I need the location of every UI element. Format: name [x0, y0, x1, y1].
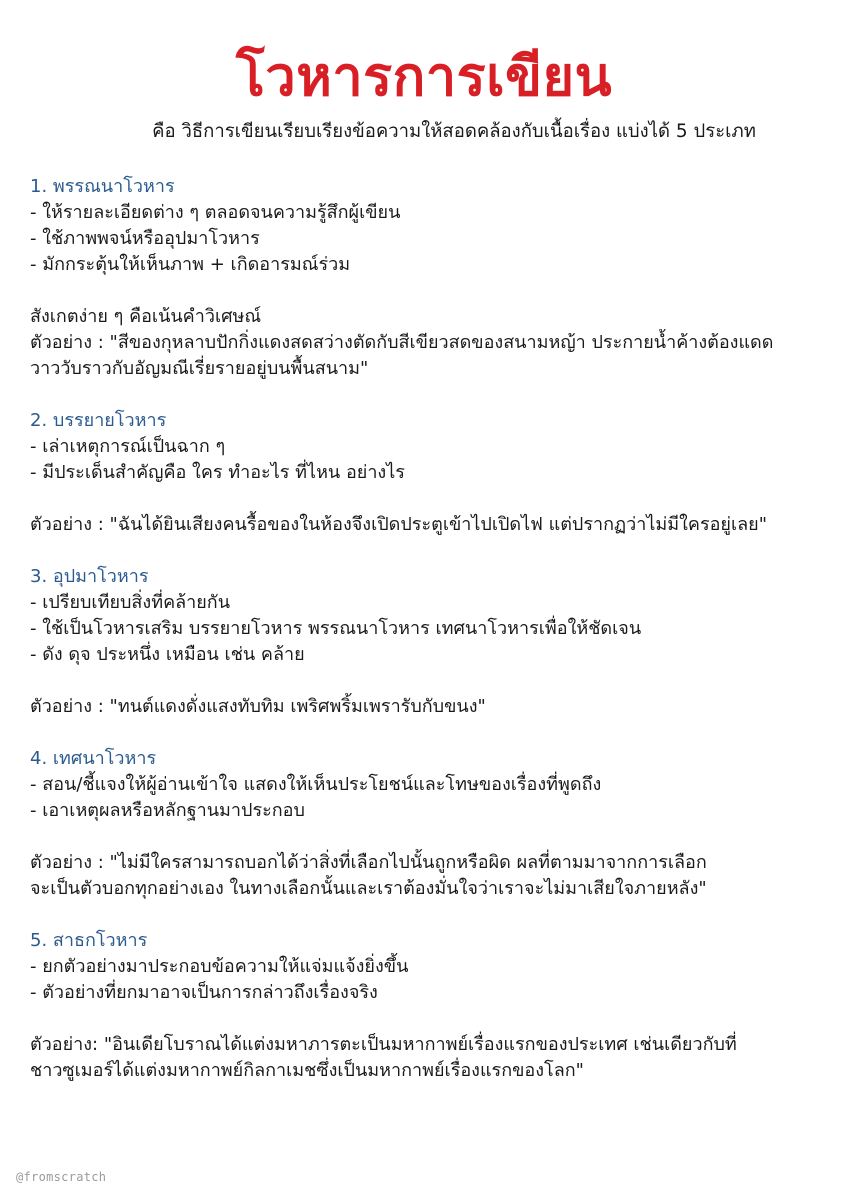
section-point: - เอาเหตุผลหรือหลักฐานมาประกอบ — [30, 800, 305, 821]
example-line: ตัวอย่าง : "ไม่มีใครสามารถบอกได้ว่าสิ่งที่เลือกไปนั้นถูกหรือผิด ผลที่ตามมาจากการเลือก — [30, 852, 707, 873]
section-descriptive — [30, 174, 830, 382]
example-line: จะเป็นตัวบอกทุกอย่างเอง ในทางเลือกนั้นและเราต้องมั่นใจว่าเราจะไม่มาเสียใจภายหลัง" — [30, 878, 707, 899]
section-point: - ดัง ดุจ ประหนึ่ง เหมือน เช่น คล้าย — [30, 644, 305, 665]
example-line: วาววับราวกับอัญมณีเรี่ยรายอยู่บนพื้นสนาม" — [30, 358, 369, 379]
content-body — [30, 174, 830, 1084]
section-point: - ใช้เป็นโวหารเสริม บรรยายโวหาร พรรณนาโวหาร เทศนาโวหารเพื่อให้ชัดเจน — [30, 618, 642, 639]
section-heading: 2. บรรยายโวหาร — [30, 410, 167, 431]
page-title: โวหารการเขียน — [235, 45, 613, 108]
section-heading: 3. อุปมาโวหาร — [30, 566, 149, 587]
section-point: - สอน/ชี้แจงให้ผู้อ่านเข้าใจ แสดงให้เห็นประโยชน์และโทษของเรื่องที่พูดถึง — [30, 774, 602, 795]
section-heading: 1. พรรณนาโวหาร — [30, 176, 175, 197]
example-line: ตัวอย่าง : "สีของกุหลาบปักกิ่งแดงสดสว่างตัดกับสีเขียวสดของสนามหญ้า ประกายน้ำค้างต้องแดด — [30, 332, 774, 353]
section-point: - ให้รายละเอียดต่าง ๆ ตลอดจนความรู้สึกผู้เขียน — [30, 202, 401, 223]
section-point: - ยกตัวอย่างมาประกอบข้อความให้แจ่มแจ้งยิ่งขึ้น — [30, 956, 409, 977]
page-subtitle: คือ วิธีการเขียนเรียบเรียงข้อความให้สอดคล้องกับเนื้อเรื่อง แบ่งได้ 5 ประเภท — [152, 121, 756, 142]
example-line: ตัวอย่าง: "อินเดียโบราณได้แต่งมหาภารตะเป็นมหากาพย์เรื่องแรกของประเทศ เช่นเดียวกับที่ — [30, 1034, 737, 1055]
section-simile — [30, 564, 830, 720]
section-note: สังเกตง่าย ๆ คือเน้นคำวิเศษณ์ — [30, 306, 262, 327]
section-didactic — [30, 746, 830, 902]
author-credit: @fromscratch — [16, 1170, 107, 1184]
section-point: - ตัวอย่างที่ยกมาอาจเป็นการกล่าวถึงเรื่องจริง — [30, 982, 378, 1003]
section-point: - มีประเด็นสำคัญคือ ใคร ทำอะไร ที่ไหน อย่างไร — [30, 462, 405, 483]
example-line: ตัวอย่าง : "ทนต์แดงดั่งแสงทับทิม เพริศพริ้มเพรารับกับขนง" — [30, 696, 486, 717]
example-line: ตัวอย่าง : "ฉันได้ยินเสียงคนรื้อของในห้องจึงเปิดประตูเข้าไปเปิดไฟ แต่ปรากฏว่าไม่มีใครอยู่เลย" — [30, 514, 767, 535]
section-heading: 5. สาธกโวหาร — [30, 930, 148, 951]
example-line: ชาวซูเมอร์ได้แต่งมหากาพย์กิลกาเมชซึ่งเป็นมหากาพย์เรื่องแรกของโลก" — [30, 1060, 584, 1081]
section-point: - เปรียบเทียบสิ่งที่คล้ายกัน — [30, 592, 230, 613]
section-heading: 4. เทศนาโวหาร — [30, 748, 157, 769]
section-narrative — [30, 408, 830, 538]
section-point: - มักกระตุ้นให้เห็นภาพ + เกิดอารมณ์ร่วม — [30, 254, 351, 275]
section-point: - เล่าเหตุการณ์เป็นฉาก ๆ — [30, 436, 226, 457]
section-exemplification — [30, 928, 830, 1084]
section-point: - ใช้ภาพพจน์หรืออุปมาโวหาร — [30, 228, 260, 249]
